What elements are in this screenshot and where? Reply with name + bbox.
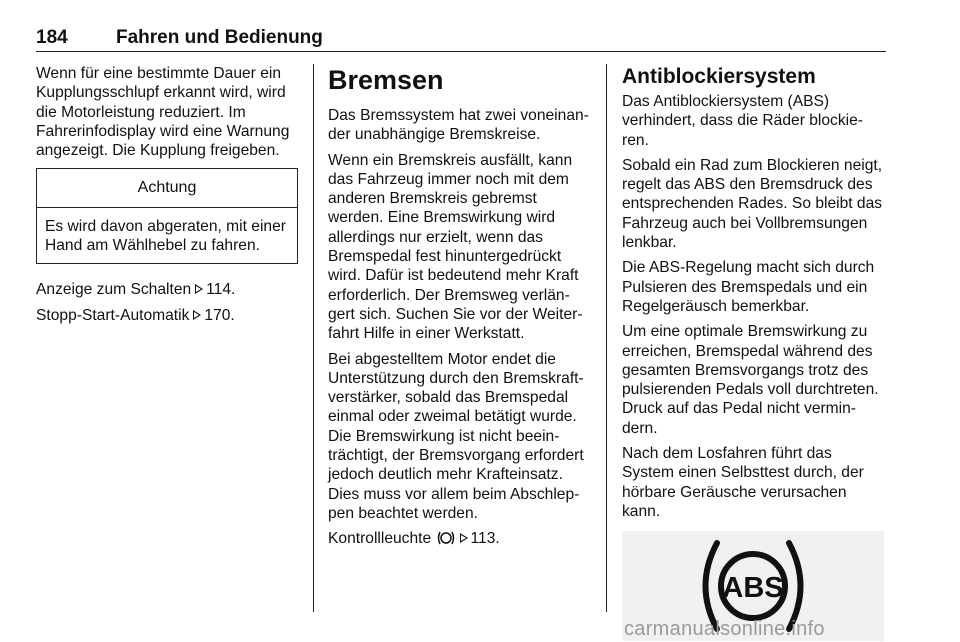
column-divider	[313, 64, 314, 612]
paragraph: Sobald ein Rad zum Blockieren neigt, regelt das ABS den Bremsdruck des entsprechenden Rades. So bleibt das Fahrzeug auch bei Vollbremsungen lenkbar.	[622, 156, 883, 252]
chapter-title: Fahren und Bedienung	[116, 27, 323, 48]
reference-brake-lamp[interactable]: Kontrollleuchte 113.	[328, 530, 500, 548]
paragraph: Nach dem Losfahren führt das System einen Selbsttest durch, der hörbare Geräusche verursachen kann.	[622, 445, 864, 520]
paragraph: Bei abgestelltem Motor endet die Unterstützung durch den Bremskraft-verstärker, sobald das Bremspedal einmal oder zweimal betätigt wurde. Die Bremswirkung ist nicht beein-trächtigt, der Bremsvorgang erfordert jedoch deutlich mehr Krafteinsatz. Dies muss vor allem beim Abschlep-pen beachtet werden.	[328, 350, 584, 522]
intro-paragraph: Wenn für eine bestimmte Dauer ein Kupplungsschlupf erkannt wird, wird die Motorleistung reduziert. Im Fahrerinfodisplay wird eine Warnung angezeigt. Die Kupplung freigeben.	[36, 65, 290, 160]
paragraph: Das Antiblockiersystem (ABS) verhindert, dass die Räder blockie-ren.	[622, 93, 863, 149]
page-header	[36, 25, 886, 52]
paragraph: Die ABS-Regelung macht sich durch Pulsieren des Bremspedals und ein Regelgeräusch bemerkbar.	[622, 259, 875, 315]
watermark: carmanualsonline.info	[624, 618, 825, 640]
warning-box	[36, 168, 298, 264]
reference-stop-start[interactable]: Stopp-Start-Automatik 170.	[36, 306, 235, 324]
warning-text: Es wird davon abgeraten, mit einer Hand am Wählhebel zu fahren.	[45, 217, 286, 255]
column-divider	[606, 64, 607, 612]
arrow-right-icon	[195, 284, 203, 294]
section-heading-abs: Antiblockiersystem	[622, 65, 816, 88]
arrow-right-icon	[193, 310, 201, 320]
warning-title: Achtung	[37, 169, 297, 207]
page-number: 184	[36, 27, 68, 48]
paragraph: Wenn ein Bremskreis ausfällt, kann das Fahrzeug immer noch mit dem anderen Bremskreis gebremst werden. Eine Bremswirkung wird allerdings nur erzielt, wenn das Bremspedal fest hinuntergedrückt wird. Dafür ist bedeutend mehr Kraft erforderlich. Der Bremsweg verlän-gert sich. Suchen Sie vor der Weiter-fahrt Hilfe in einer Werkstatt.	[328, 151, 583, 343]
paragraph: Das Bremssystem hat zwei voneinan-der unabhängige Bremskreise.	[328, 107, 589, 144]
column-right	[622, 64, 888, 641]
reference-shift-indicator[interactable]: Anzeige zum Schalten 114.	[36, 281, 236, 299]
abs-figure-label: ABS	[722, 572, 784, 605]
column-middle	[328, 64, 596, 555]
brake-warning-lamp-icon	[436, 530, 456, 546]
column-left	[36, 64, 298, 331]
section-heading-bremsen: Bremsen	[328, 65, 444, 95]
arrow-right-icon	[460, 533, 468, 543]
paragraph: Um eine optimale Bremswirkung zu erreichen, Bremspedal während des gesamten Bremsvorgangs trotz des pulsierenden Pedals voll durchtreten. Druck auf das Pedal nicht vermin-dern.	[622, 323, 879, 437]
